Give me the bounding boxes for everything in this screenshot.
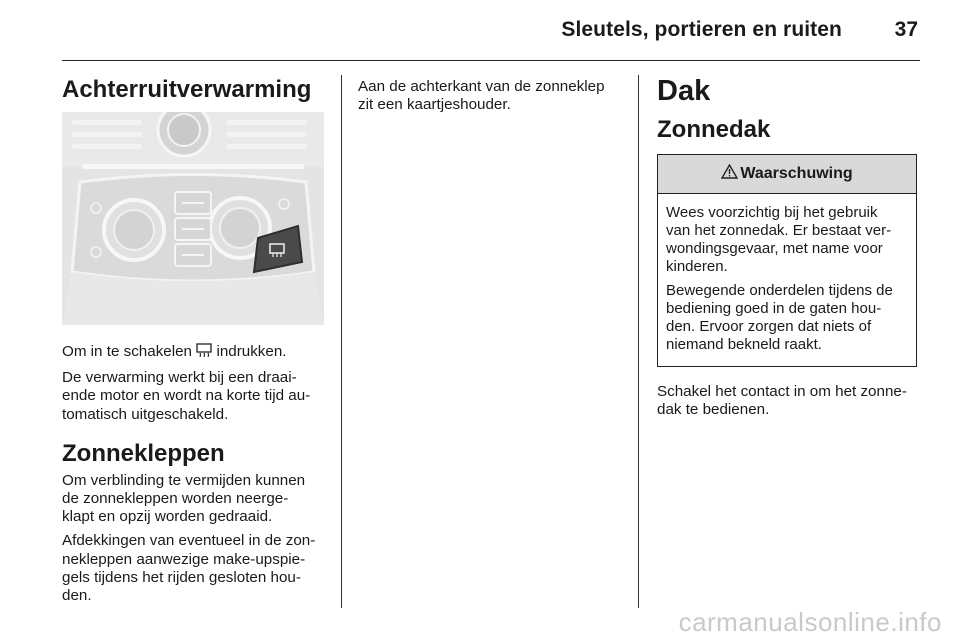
sun-visor-paragraph-2: Afdekkingen van eventueel in de zon- nekleppen aanwezige make-upspie- gels tijdens het rijden gesloten hou- den. [62,532,316,605]
card-holder-text: Aan de achterkant van de zonneklep zit een kaartjeshouder. [358,78,605,114]
warning-triangle-icon [721,164,738,184]
page-number: 37 [894,18,918,41]
column-divider-right [638,75,639,608]
warning-title: Waarschuwing [740,165,853,182]
middle-column [358,78,633,120]
switch-on-instruction: Om in te schakelen indrukken. [62,343,334,363]
climate-control-panel-icon [62,112,324,325]
warning-paragraph-1: Wees voorzichtig bij het gebruik van het zonnedak. Er bestaat ver- wondingsgevaar, met name voor kinderen. [666,204,892,275]
warning-header [658,155,916,194]
right-column [657,75,922,425]
section-title-roof: Dak [657,75,711,107]
warning-box [657,154,917,367]
section-title-rear-window-heating: Achterruitverwarming [62,76,312,103]
header-rule [62,60,920,61]
sunroof-operate-text: Schakel het contact in om het zonne- dak te bedienen. [657,383,907,419]
page-header-title: Sleutels, portieren en ruiten [561,18,842,41]
heating-description: De verwarming werkt bij een draai- ende motor en wordt na korte tijd au- tomatisch uitgeschakeld. [62,369,311,423]
sun-visor-paragraph-1: Om verblinding te vermijden kunnen de zonnekleppen worden neerge- klapt en opzij worden gedraaid. [62,471,306,526]
subsection-title-sunroof: Zonnedak [657,116,771,143]
column-divider-left [341,75,342,608]
warning-body [658,194,916,366]
section-title-sun-visors: Zonnekleppen [62,439,225,467]
warning-paragraph-2: Bewegende onderdelen tijdens de bediening goed in de gaten hou- den. Ervoor zorgen dat niets of niemand bekneld raakt. [666,282,893,353]
rear-window-heating-icon [196,343,212,363]
watermark: carmanualsonline.info [678,607,942,637]
left-column [62,76,334,611]
climate-control-photo [62,112,324,325]
